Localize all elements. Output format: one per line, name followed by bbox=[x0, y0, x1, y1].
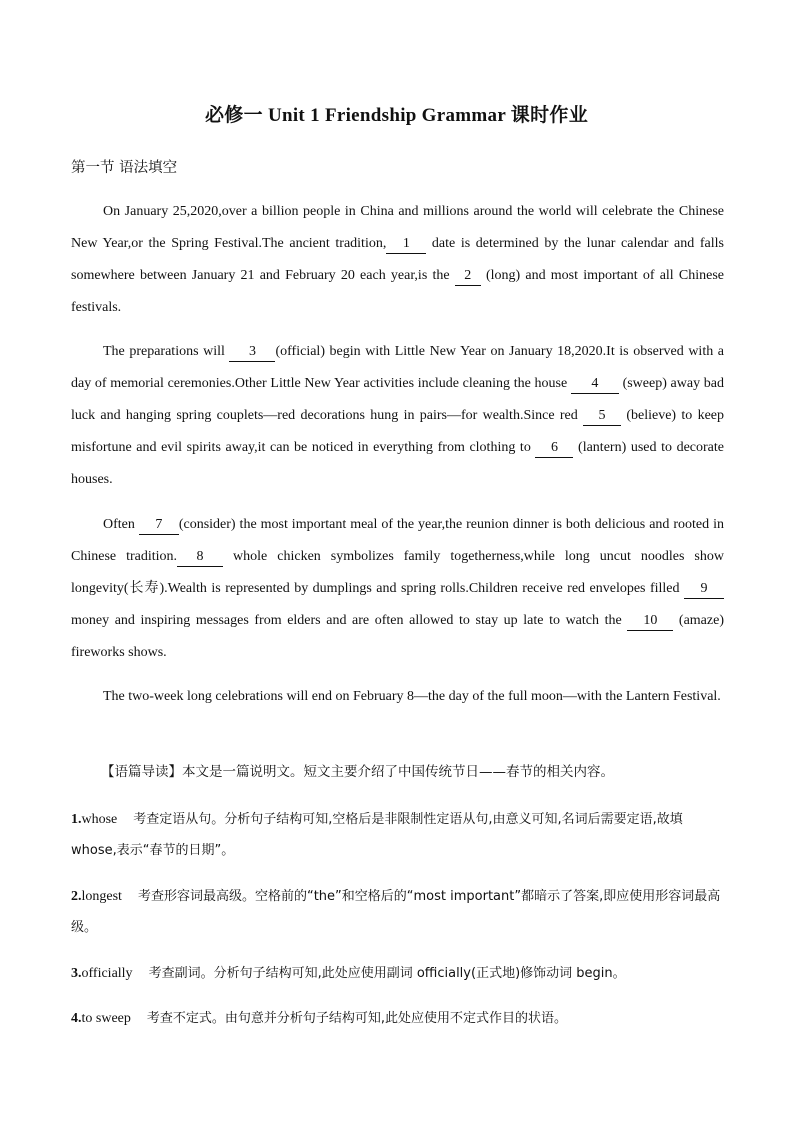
passage-text: money and inspiring messages from elders and are often allowed to stay up late to watch the bbox=[71, 613, 628, 628]
blank-8[interactable]: 8 bbox=[177, 548, 223, 567]
reading-guide: 【语篇导读】本文是一篇说明文。短文主要介绍了中国传统节日——春节的相关内容。 bbox=[101, 764, 614, 780]
answer-number: 1. bbox=[71, 812, 82, 827]
passage-text: (official) begin with Little New Year on January 18,2020.It is observed with a day of memorial ceremonies.Other Little New Year activities include cleaning the house bbox=[71, 344, 725, 391]
passage-text: (lantern) used to decorate houses. bbox=[71, 440, 725, 487]
answer-word: whose bbox=[81, 812, 118, 827]
answer-item-2 bbox=[71, 881, 726, 943]
answer-item-1 bbox=[71, 804, 726, 866]
answer-item-4 bbox=[71, 1003, 726, 1034]
blank-7[interactable]: 7 bbox=[139, 516, 179, 535]
answer-explanation: 考查定语从句。分析句子结构可知,空格后是非限制性定语从句,由意义可知,名词后需要定语,故填 whose,表示“春节的日期”。 bbox=[71, 812, 683, 858]
passage-paragraph-2 bbox=[71, 336, 724, 496]
blank-4[interactable]: 4 bbox=[571, 375, 619, 394]
passage-text: (sweep) away bad luck and hanging spring couplets—red decorations hung in pairs—for wealth.Since red bbox=[71, 376, 724, 423]
answer-explanation: 考查副词。分析句子结构可知,此处应使用副词 officially(正式地)修饰动词 begin。 bbox=[148, 966, 626, 981]
blank-6[interactable]: 6 bbox=[535, 439, 573, 458]
answer-explanation: 考查不定式。由句意并分析句子结构可知,此处应使用不定式作目的状语。 bbox=[146, 1011, 568, 1026]
page-title: 必修一 Unit 1 Friendship Grammar 课时作业 bbox=[205, 105, 588, 126]
blank-2[interactable]: 2 bbox=[455, 267, 481, 286]
answer-word: to sweep bbox=[81, 1011, 131, 1026]
section-heading: 第一节 语法填空 bbox=[71, 160, 178, 176]
passage-paragraph-3 bbox=[71, 509, 724, 669]
passage-text: whole chicken symbolizes family togetherness,while long uncut noodles show longevity(长寿).Wealth is represented by dumplings and spring rolls.Children receive red envelopes filled bbox=[71, 549, 724, 596]
answer-item-3 bbox=[71, 958, 726, 989]
blank-10[interactable]: 10 bbox=[627, 612, 673, 631]
answer-number: 3. bbox=[71, 966, 82, 981]
blank-1[interactable]: 1 bbox=[386, 235, 426, 254]
passage-text: date is determined by the lunar calendar and falls somewhere between January 21 and February 20 each year,is the bbox=[71, 236, 724, 283]
blank-9[interactable]: 9 bbox=[684, 580, 724, 599]
passage-text: The preparations will bbox=[103, 344, 230, 359]
passage-text: (believe) to keep misfortune and evil spirits away,it can be noticed in everything from clothing to bbox=[71, 408, 724, 455]
answer-word: longest bbox=[81, 889, 122, 904]
passage-paragraph-1 bbox=[71, 196, 724, 324]
blank-3[interactable]: 3 bbox=[229, 343, 275, 362]
passage-text: (amaze) fireworks shows. bbox=[71, 613, 724, 660]
answer-number: 4. bbox=[71, 1011, 82, 1026]
passage-paragraph-4: The two-week long celebrations will end on February 8—the day of the full moon—with the Lantern Festival. bbox=[103, 689, 721, 704]
passage-text: (long) and most important of all Chinese festivals. bbox=[71, 268, 724, 315]
answer-number: 2. bbox=[71, 889, 82, 904]
passage-text: Often bbox=[103, 517, 139, 532]
answer-explanation: 考查形容词最高级。空格前的“the”和空格后的“most important”都暗示了答案,即应使用形容词最高级。 bbox=[71, 889, 721, 935]
blank-5[interactable]: 5 bbox=[583, 407, 621, 426]
passage-text: On January 25,2020,over a billion people in China and millions around the world will celebrate the Chinese New Year,or the Spring Festival.The ancient tradition, bbox=[71, 204, 724, 251]
passage-text: (consider) the most important meal of the year,the reunion dinner is both delicious and rooted in Chinese tradition. bbox=[71, 517, 724, 564]
answer-word: officially bbox=[81, 966, 133, 981]
